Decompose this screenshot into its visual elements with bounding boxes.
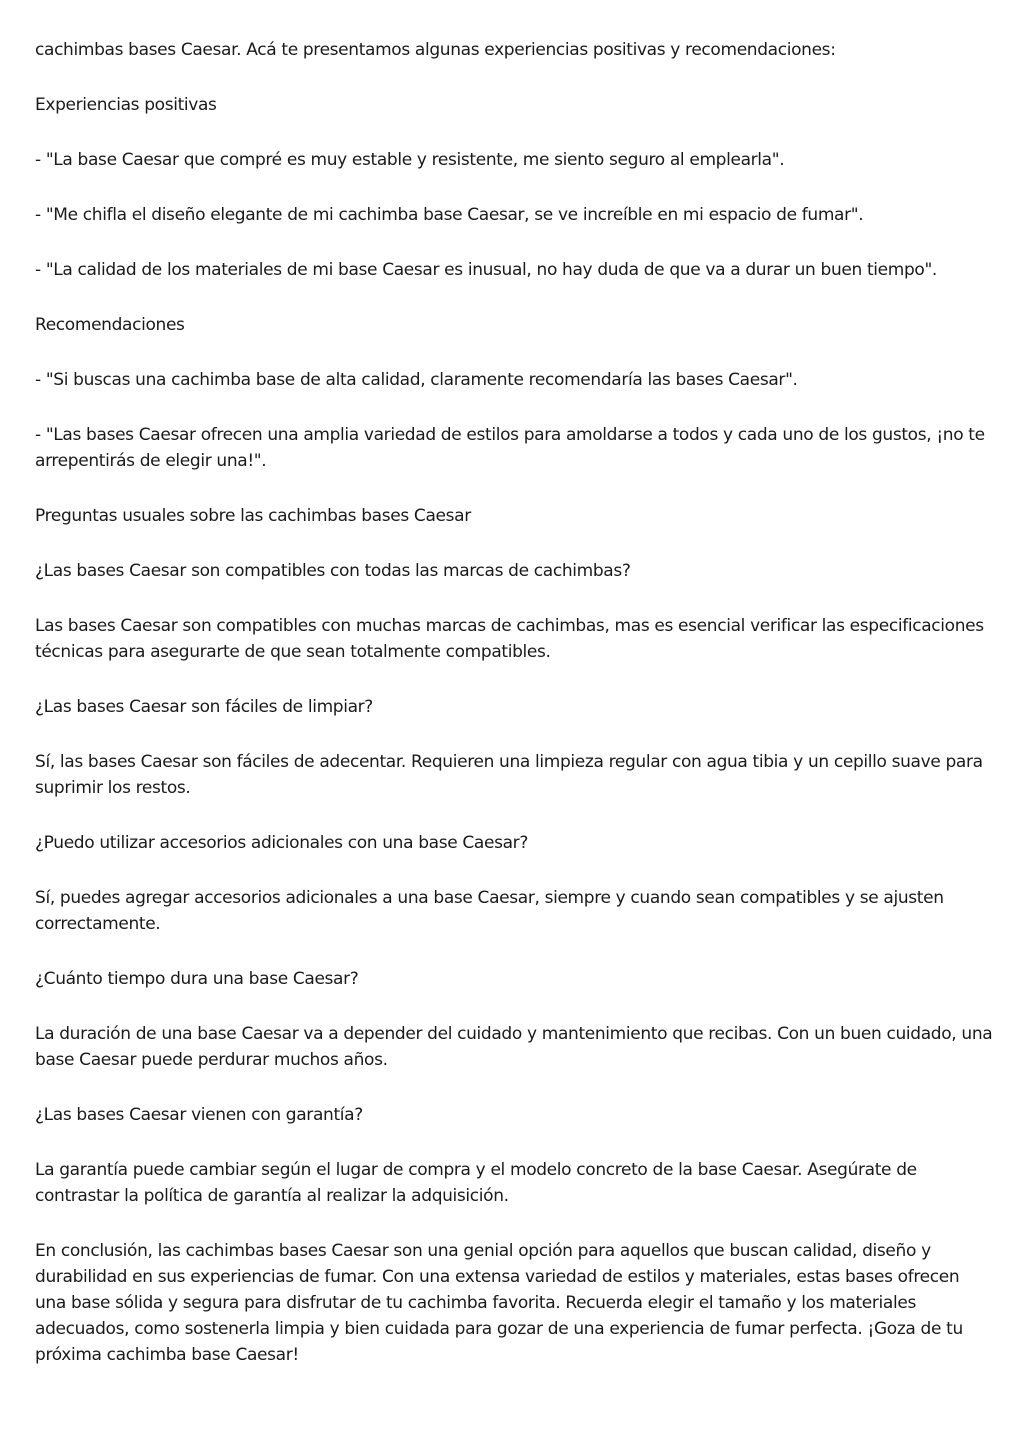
faq-question-4: ¿Cuánto tiempo dura una base Caesar? xyxy=(35,969,359,989)
faq-question-3: ¿Puedo utilizar accesorios adicionales con una base Caesar? xyxy=(35,833,528,853)
section-heading-positive-experiences: Experiencias positivas xyxy=(35,95,217,115)
intro-paragraph: cachimbas bases Caesar. Acá te presentamos algunas experiencias positivas y recomendaciones: xyxy=(35,40,836,60)
faq-question-1: ¿Las bases Caesar son compatibles con todas las marcas de cachimbas? xyxy=(35,561,631,581)
section-heading-recommendations: Recomendaciones xyxy=(35,315,185,335)
testimonial-1: - "La base Caesar que compré es muy estable y resistente, me siento seguro al emplearla". xyxy=(35,150,785,170)
faq-answer-4: La duración de una base Caesar va a depender del cuidado y mantenimiento que recibas. Con un buen cuidado, una base Caesar puede perdurar muchos años. xyxy=(35,1024,993,1070)
recommendation-1: - "Si buscas una cachimba base de alta calidad, claramente recomendaría las bases Caesar". xyxy=(35,370,798,390)
testimonial-2: - "Me chifla el diseño elegante de mi cachimba base Caesar, se ve increíble en mi espacio de fumar". xyxy=(35,205,864,225)
faq-answer-2: Sí, las bases Caesar son fáciles de adecentar. Requieren una limpieza regular con agua tibia y un cepillo suave para suprimir los restos. xyxy=(35,752,983,798)
faq-answer-1: Las bases Caesar son compatibles con muchas marcas de cachimbas, mas es esencial verificar las especificaciones técnicas para asegurarte de que sean totalmente compatibles. xyxy=(35,616,984,662)
document-page xyxy=(35,37,993,1397)
faq-question-2: ¿Las bases Caesar son fáciles de limpiar? xyxy=(35,697,373,717)
faq-answer-5: La garantía puede cambiar según el lugar de compra y el modelo concreto de la base Caesar. Asegúrate de contrastar la política de garantía al realizar la adquisición. xyxy=(35,1160,917,1206)
conclusion-paragraph: En conclusión, las cachimbas bases Caesar son una genial opción para aquellos que buscan calidad, diseño y durabilidad en sus experiencias de fumar. Con una extensa variedad de estilos y materiales, estas bases ofrecen una base sólida y segura para disfrutar de tu cachimba favorita. Recuerda elegir el tamaño y los materiales adecuados, como sostenerla limpia y bien cuidada para gozar de una experiencia de fumar perfecta. ¡Goza de tu próxima cachimba base Caesar! xyxy=(35,1241,963,1365)
recommendation-2: - "Las bases Caesar ofrecen una amplia variedad de estilos para amoldarse a todos y cada uno de los gustos, ¡no te arrepentirás de elegir una!". xyxy=(35,425,985,471)
faq-answer-3: Sí, puedes agregar accesorios adicionales a una base Caesar, siempre y cuando sean compatibles y se ajusten correctamente. xyxy=(35,888,944,934)
section-heading-faq: Preguntas usuales sobre las cachimbas bases Caesar xyxy=(35,506,471,526)
faq-question-5: ¿Las bases Caesar vienen con garantía? xyxy=(35,1105,363,1125)
testimonial-3: - "La calidad de los materiales de mi base Caesar es inusual, no hay duda de que va a durar un buen tiempo". xyxy=(35,260,937,280)
